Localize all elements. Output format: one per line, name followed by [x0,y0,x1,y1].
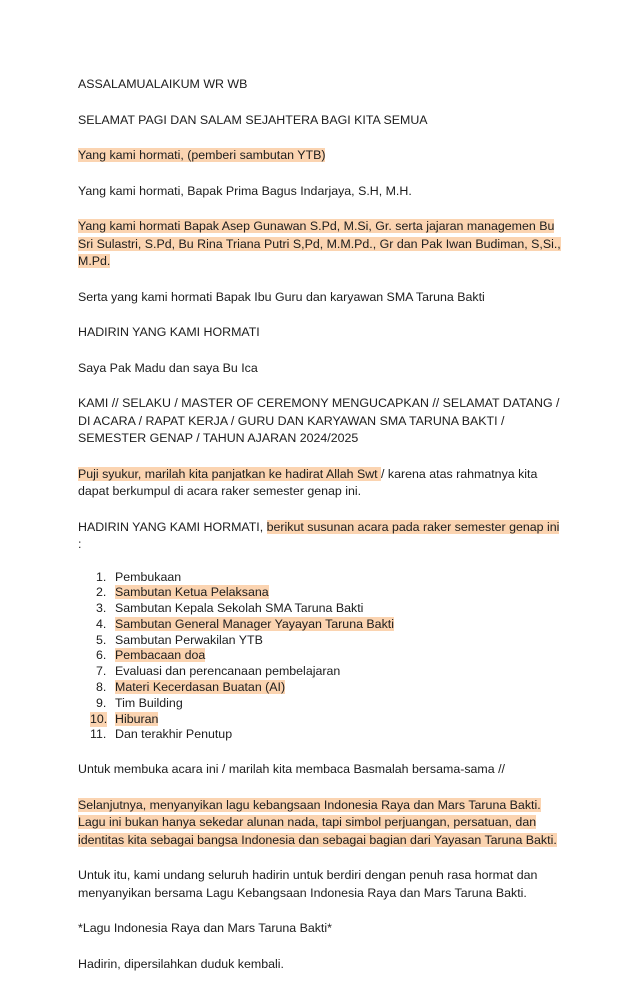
agenda-item-number: 1. [96,569,107,584]
mc-intro-line: Saya Pak Madu dan saya Bu Ica [78,360,258,375]
agenda-item-number: 10. [90,711,108,726]
agenda-item-number: 2. [96,585,107,600]
agenda-item-label: Sambutan Perwakilan YTB [115,632,263,647]
agenda-item [78,617,564,633]
agenda-item-label: Dan terakhir Penutup [115,727,233,742]
agenda-item-label: Sambutan General Manager Yayayan Taruna Bakti [115,616,394,631]
highlighted-text: Selanjutnya, menyanyikan lagu kebangsaan Indonesia Raya dan Mars Taruna Bakti. Lagu ini bukan hanya sekedar alunan nada, tapi simbol perjuangan, persatuan, dan identitas kita sebagai bangsa Indonesia dan sebagai bagian dari Yayasan Taruna Bakti. [78,797,557,847]
agenda-item [78,648,564,664]
agenda-item-number: 5. [96,632,107,647]
salutation-line: SELAMAT PAGI DAN SALAM SEJAHTERA BAGI KITA SEMUA [78,112,428,127]
agenda-item-number: 8. [96,680,107,695]
agenda-item-number: 6. [96,648,107,663]
agenda-intro-colon: : [78,537,82,551]
agenda-item-label: Pembacaan doa [115,648,206,663]
gratitude-paragraph [78,466,564,501]
agenda-item-number: 7. [96,664,107,679]
agenda-item [78,585,564,601]
agenda-item-label: Pembukaan [115,569,182,584]
agenda-item [78,633,564,649]
agenda-item [78,727,564,743]
agenda-item [78,712,564,728]
agenda-item [78,680,564,696]
agenda-item [78,570,564,586]
stand-invitation-paragraph: Untuk itu, kami undang seluruh hadirin untuk berdiri dengan penuh rasa hormat dan menyanyikan bersama Lagu Kebangsaan Indonesia Raya dan Mars Taruna Bakti. [78,868,538,900]
highlighted-text: Yang kami hormati, (pemberi sambutan YTB) [78,148,326,162]
agenda-item-label: Hiburan [115,711,159,726]
welcome-paragraph: KAMI // SELAKU / MASTER OF CEREMONY MENGUCAPKAN // SELAMAT DATANG / DI ACARA / RAPAT KERJA / GURU DAN KARYAWAN SMA TARUNA BAKTI / SEMESTER GENAP / TAHUN AJARAN 2024/2025 [78,396,560,445]
agenda-item-label: Materi Kecerdasan Buatan (AI) [115,680,286,695]
agenda-intro-line [78,519,564,554]
basmalah-line: Untuk membuka acara ini / marilah kita membaca Basmalah bersama-sama // [78,762,505,777]
agenda-item-number: 11. [90,727,107,742]
document-body [78,76,564,991]
agenda-item [78,664,564,680]
agenda-item-number: 4. [96,616,107,631]
highlighted-text: berikut susunan acara pada raker semester genap ini [266,519,560,534]
respect-management-paragraph [78,218,564,271]
agenda-intro-lead: HADIRIN YANG KAMI HORMATI, [78,519,267,534]
highlighted-text: Puji syukur, marilah kita panjatkan ke hadirat Allah Swt [78,466,382,481]
agenda-list [78,570,564,744]
anthem-paragraph [78,797,564,850]
agenda-item [78,601,564,617]
sit-down-line: Hadirin, dipersilahkan duduk kembali. [78,956,284,971]
song-note-line: *Lagu Indonesia Raya dan Mars Taruna Bakti* [78,921,332,936]
respect-ytb-line [78,147,564,165]
greeting-line: ASSALAMUALAIKUM WR WB [78,77,248,91]
agenda-item [78,696,564,712]
gratitude-rest: / karena atas rahmatnya kita dapat berkumpul di acara raker semester genap ini. [78,466,538,498]
agenda-item-number: 9. [96,695,107,710]
agenda-item-number: 3. [96,601,107,616]
audience-heading: HADIRIN YANG KAMI HORMATI [78,325,260,339]
agenda-item-label: Sambutan Ketua Pelaksana [115,585,269,600]
agenda-item-label: Tim Building [115,695,183,710]
respect-prima-line: Yang kami hormati, Bapak Prima Bagus Indarjaya, S.H, M.H. [78,183,412,198]
respect-teachers-line: Serta yang kami hormati Bapak Ibu Guru dan karyawan SMA Taruna Bakti [78,289,485,304]
agenda-item-label: Evaluasi dan perencanaan pembelajaran [115,664,341,679]
highlighted-text: Yang kami hormati Bapak Asep Gunawan S.Pd, M.Si, Gr. serta jajaran managemen Bu Sri Sulastri, S.Pd, Bu Rina Triana Putri S,Pd, M.M.Pd., Gr dan Pak Iwan Budiman, S,Si., M.Pd. [78,219,561,268]
agenda-item-label: Sambutan Kepala Sekolah SMA Taruna Bakti [115,601,364,616]
